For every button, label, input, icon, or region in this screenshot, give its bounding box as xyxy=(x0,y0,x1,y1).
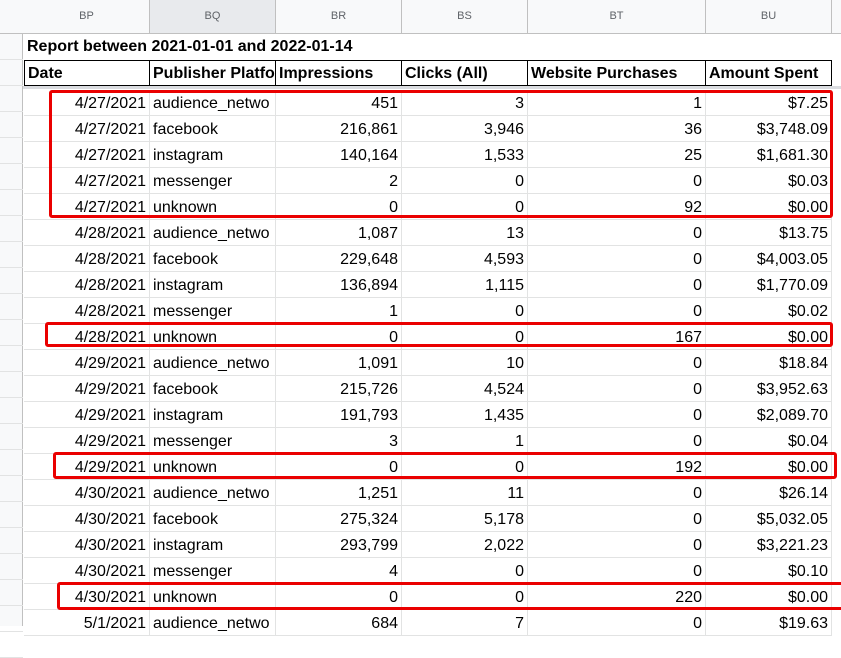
table-cell[interactable]: $1,770.09 xyxy=(706,272,832,298)
header-cell[interactable]: Publisher Platfo xyxy=(150,60,276,86)
header-cell[interactable]: Impressions xyxy=(276,60,402,86)
table-cell[interactable]: instagram xyxy=(150,532,276,558)
table-cell[interactable]: 3 xyxy=(276,428,402,454)
row-number-cell[interactable] xyxy=(0,85,23,86)
column-header-br[interactable]: BR xyxy=(276,0,402,33)
table-cell[interactable]: messenger xyxy=(150,168,276,194)
table-cell[interactable]: 0 xyxy=(528,220,706,246)
table-cell[interactable]: 1,533 xyxy=(402,142,528,168)
row-number-cell[interactable] xyxy=(0,501,23,502)
table-cell[interactable]: $0.00 xyxy=(706,324,832,350)
table-cell[interactable]: 1 xyxy=(528,90,706,116)
table-cell[interactable]: $18.84 xyxy=(706,350,832,376)
row-number-cell[interactable] xyxy=(0,423,23,424)
table-cell[interactable]: 5/1/2021 xyxy=(24,610,150,636)
table-cell[interactable]: 136,894 xyxy=(276,272,402,298)
table-cell[interactable]: messenger xyxy=(150,558,276,584)
table-cell[interactable]: 4/27/2021 xyxy=(24,90,150,116)
table-cell[interactable]: $0.03 xyxy=(706,168,832,194)
table-cell[interactable]: 4/28/2021 xyxy=(24,324,150,350)
column-header-bs[interactable]: BS xyxy=(402,0,528,33)
table-cell[interactable]: $4,003.05 xyxy=(706,246,832,272)
row-number-gutter xyxy=(0,34,23,626)
table-cell[interactable]: audience_netwo xyxy=(150,220,276,246)
row-number-cell[interactable] xyxy=(0,59,23,60)
table-cell[interactable]: instagram xyxy=(150,402,276,428)
row-number-cell[interactable] xyxy=(0,215,23,216)
report-title-cell[interactable]: Report between 2021-01-01 and 2022-01-14 xyxy=(27,38,353,55)
table-cell[interactable]: 167 xyxy=(528,324,706,350)
table-cell[interactable]: audience_netwo xyxy=(150,480,276,506)
row-number-cell[interactable] xyxy=(0,371,23,372)
row-number-cell[interactable] xyxy=(0,163,23,164)
table-cell[interactable]: 2 xyxy=(276,168,402,194)
row-number-cell[interactable] xyxy=(0,319,23,320)
table-cell[interactable]: 4/28/2021 xyxy=(24,220,150,246)
table-cell[interactable]: $26.14 xyxy=(706,480,832,506)
table-cell[interactable]: 4/29/2021 xyxy=(24,402,150,428)
table-cell[interactable]: 0 xyxy=(402,584,528,610)
row-number-cell[interactable] xyxy=(0,137,23,138)
table-cell[interactable]: 140,164 xyxy=(276,142,402,168)
row-number-cell[interactable] xyxy=(0,397,23,398)
row-number-cell[interactable] xyxy=(0,345,23,346)
table-cell[interactable]: 4/28/2021 xyxy=(24,298,150,324)
table-cell[interactable]: 3,946 xyxy=(402,116,528,142)
table-cell[interactable]: 1 xyxy=(276,298,402,324)
table-cell[interactable]: instagram xyxy=(150,272,276,298)
table-cell[interactable]: 0 xyxy=(528,610,706,636)
table-cell[interactable]: 0 xyxy=(276,454,402,480)
table-cell[interactable]: 0 xyxy=(276,324,402,350)
highlight-box xyxy=(53,452,837,479)
highlight-box xyxy=(49,90,833,218)
table-cell[interactable]: 0 xyxy=(276,584,402,610)
table-cell[interactable]: 5,178 xyxy=(402,506,528,532)
header-cell[interactable]: Date xyxy=(24,60,150,86)
row-number-cell[interactable] xyxy=(0,111,23,112)
table-cell[interactable]: 0 xyxy=(528,402,706,428)
table-cell[interactable]: 10 xyxy=(402,350,528,376)
table-cell[interactable]: 0 xyxy=(402,298,528,324)
table-cell[interactable]: $2,089.70 xyxy=(706,402,832,428)
table-cell[interactable]: messenger xyxy=(150,298,276,324)
table-cell[interactable]: 2,022 xyxy=(402,532,528,558)
frozen-row-divider[interactable] xyxy=(23,86,841,89)
table-cell[interactable]: 4/30/2021 xyxy=(24,506,150,532)
table-cell[interactable]: messenger xyxy=(150,428,276,454)
row-number-cell[interactable] xyxy=(0,449,23,450)
column-header-row xyxy=(0,0,841,34)
table-cell[interactable]: $5,032.05 xyxy=(706,506,832,532)
table-cell[interactable]: 229,648 xyxy=(276,246,402,272)
row-number-cell[interactable] xyxy=(0,293,23,294)
row-number-cell[interactable] xyxy=(0,189,23,190)
table-cell[interactable]: 1,087 xyxy=(276,220,402,246)
table-cell[interactable]: 275,324 xyxy=(276,506,402,532)
table-cell[interactable]: $0.00 xyxy=(706,194,832,220)
table-cell[interactable]: 191,793 xyxy=(276,402,402,428)
table-cell[interactable]: 4/27/2021 xyxy=(24,116,150,142)
table-cell[interactable]: 0 xyxy=(528,532,706,558)
table-cell[interactable]: $0.04 xyxy=(706,428,832,454)
table-cell[interactable]: facebook xyxy=(150,506,276,532)
table-cell[interactable]: 4/30/2021 xyxy=(24,532,150,558)
table-cell[interactable]: unknown xyxy=(150,324,276,350)
table-cell[interactable]: $0.00 xyxy=(706,584,832,610)
table-cell[interactable]: $3,748.09 xyxy=(706,116,832,142)
header-cell[interactable]: Clicks (All) xyxy=(402,60,528,86)
table-cell[interactable]: 4/29/2021 xyxy=(24,428,150,454)
table-cell[interactable]: 4/27/2021 xyxy=(24,168,150,194)
table-cell[interactable]: 0 xyxy=(528,428,706,454)
table-cell[interactable]: 1,115 xyxy=(402,272,528,298)
row-number-cell[interactable] xyxy=(0,241,23,242)
highlight-box xyxy=(45,322,833,347)
table-cell[interactable]: 0 xyxy=(528,298,706,324)
table-cell[interactable]: $7.25 xyxy=(706,90,832,116)
table-cell[interactable]: 192 xyxy=(528,454,706,480)
column-header-bq[interactable]: BQ xyxy=(150,0,276,33)
table-cell[interactable]: 0 xyxy=(528,480,706,506)
row-number-cell[interactable] xyxy=(0,475,23,476)
table-cell[interactable]: 36 xyxy=(528,116,706,142)
table-cell[interactable]: 0 xyxy=(528,376,706,402)
table-cell[interactable]: 4,524 xyxy=(402,376,528,402)
table-cell[interactable]: 0 xyxy=(276,194,402,220)
table-cell[interactable]: unknown xyxy=(150,584,276,610)
column-header-bu[interactable]: BU xyxy=(706,0,832,33)
table-cell[interactable]: $0.00 xyxy=(706,454,832,480)
column-header-bp[interactable]: BP xyxy=(24,0,150,33)
table-cell[interactable]: 4/30/2021 xyxy=(24,480,150,506)
table-cell[interactable]: 1,091 xyxy=(276,350,402,376)
table-cell[interactable]: 0 xyxy=(402,454,528,480)
table-cell[interactable]: 4/28/2021 xyxy=(24,246,150,272)
table-cell[interactable]: 4/29/2021 xyxy=(24,350,150,376)
table-cell[interactable]: $0.10 xyxy=(706,558,832,584)
table-cell[interactable]: 216,861 xyxy=(276,116,402,142)
table-cell[interactable]: 1,435 xyxy=(402,402,528,428)
table-cell[interactable]: 11 xyxy=(402,480,528,506)
table-cell[interactable]: 4/29/2021 xyxy=(24,376,150,402)
table-cell[interactable]: $0.02 xyxy=(706,298,832,324)
table-cell[interactable]: 220 xyxy=(528,584,706,610)
column-header-bt[interactable]: BT xyxy=(528,0,706,33)
row-number-cell[interactable] xyxy=(0,267,23,268)
table-cell[interactable]: 25 xyxy=(528,142,706,168)
table-cell[interactable]: unknown xyxy=(150,454,276,480)
table-cell[interactable]: audience_netwo xyxy=(150,90,276,116)
highlight-box xyxy=(57,582,841,610)
table-cell[interactable]: 684 xyxy=(276,610,402,636)
table-cell[interactable]: facebook xyxy=(150,246,276,272)
table-cell[interactable]: $1,681.30 xyxy=(706,142,832,168)
table-cell[interactable]: unknown xyxy=(150,194,276,220)
table-cell[interactable]: 1,251 xyxy=(276,480,402,506)
table-cell[interactable]: 4/27/2021 xyxy=(24,194,150,220)
table-cell[interactable]: 13 xyxy=(402,220,528,246)
table-cell[interactable]: 4,593 xyxy=(402,246,528,272)
table-cell[interactable]: 0 xyxy=(528,246,706,272)
table-cell[interactable]: 4/30/2021 xyxy=(24,558,150,584)
table-cell[interactable]: 7 xyxy=(402,610,528,636)
row-number-cell[interactable] xyxy=(0,527,23,528)
table-cell[interactable]: 0 xyxy=(528,272,706,298)
table-cell[interactable]: 0 xyxy=(402,194,528,220)
table-cell[interactable]: $3,952.63 xyxy=(706,376,832,402)
table-cell[interactable]: 4/28/2021 xyxy=(24,272,150,298)
table-cell[interactable]: $19.63 xyxy=(706,610,832,636)
table-cell[interactable]: 1 xyxy=(402,428,528,454)
table-cell[interactable]: 4/27/2021 xyxy=(24,142,150,168)
table-cell[interactable]: 0 xyxy=(528,350,706,376)
table-cell[interactable]: instagram xyxy=(150,142,276,168)
table-cell[interactable]: $3,221.23 xyxy=(706,532,832,558)
header-cell[interactable]: Website Purchases xyxy=(528,60,706,86)
table-cell[interactable]: 4/29/2021 xyxy=(24,454,150,480)
table-cell[interactable]: 0 xyxy=(528,558,706,584)
table-cell[interactable]: 0 xyxy=(402,558,528,584)
table-cell[interactable]: 4 xyxy=(276,558,402,584)
table-cell[interactable]: audience_netwo xyxy=(150,350,276,376)
table-cell[interactable]: 0 xyxy=(528,506,706,532)
table-cell[interactable]: facebook xyxy=(150,116,276,142)
table-cell[interactable]: 3 xyxy=(402,90,528,116)
row-number-cell[interactable] xyxy=(0,579,23,580)
table-cell[interactable]: 293,799 xyxy=(276,532,402,558)
table-cell[interactable]: 92 xyxy=(528,194,706,220)
table-cell[interactable]: 0 xyxy=(528,168,706,194)
table-cell[interactable]: 215,726 xyxy=(276,376,402,402)
table-cell[interactable]: 0 xyxy=(402,324,528,350)
table-cell[interactable]: 0 xyxy=(402,168,528,194)
table-cell[interactable]: audience_netwo xyxy=(150,610,276,636)
table-cell[interactable]: $13.75 xyxy=(706,220,832,246)
table-cell[interactable]: facebook xyxy=(150,376,276,402)
row-number-cell[interactable] xyxy=(0,605,23,606)
table-cell[interactable]: 451 xyxy=(276,90,402,116)
table-cell[interactable]: 4/30/2021 xyxy=(24,584,150,610)
header-cell[interactable]: Amount Spent xyxy=(706,60,832,86)
row-number-cell[interactable] xyxy=(0,553,23,554)
row-number-cell[interactable] xyxy=(0,631,23,632)
